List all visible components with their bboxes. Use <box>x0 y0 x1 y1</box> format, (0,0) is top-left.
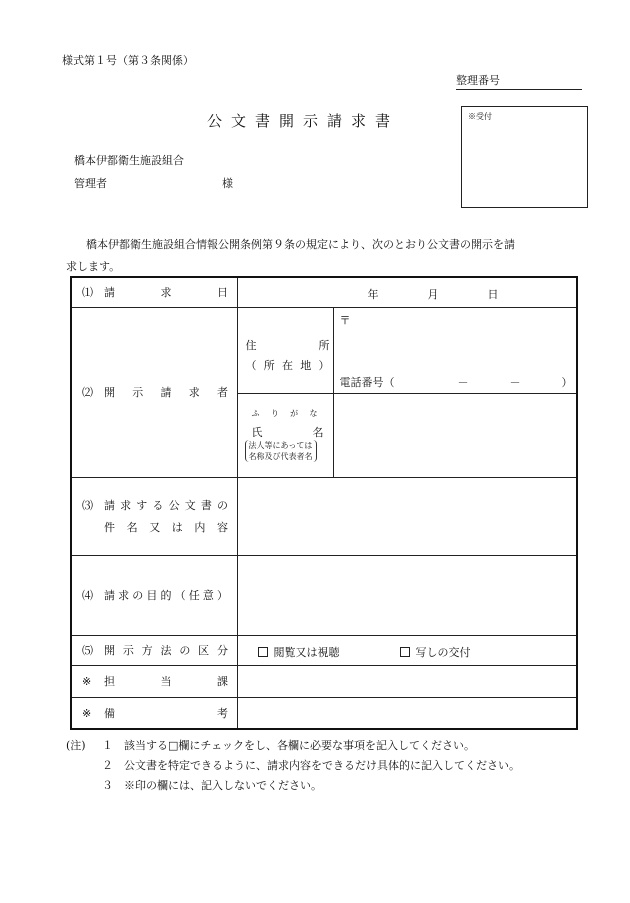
row5-number: ⑸ <box>82 644 93 657</box>
date-hi: 日 <box>487 288 499 301</box>
tel-close: ） <box>561 375 573 389</box>
address-label-cell <box>237 307 333 393</box>
hojin-note-line2: 名称及び代表者名 <box>248 451 313 461</box>
requester-label: 開示請求者 <box>104 386 228 399</box>
option-utsushi-label: 写しの交付 <box>415 645 471 659</box>
option-etsuran-label: 閲覧又は視聴 <box>273 645 340 659</box>
biko-label-cell <box>71 697 237 729</box>
purpose-label: 請求の目的（任意） <box>104 589 228 602</box>
checkbox-utsushi[interactable] <box>400 647 410 657</box>
row1-number: ⑴ <box>82 286 93 300</box>
intro-line1: 橋本伊都衛生施設組合情報公開条例第９条の規定により、次のとおり公文書の開示を請 <box>86 238 515 251</box>
uketsuke-box <box>461 106 588 208</box>
row-purpose <box>71 555 577 635</box>
row3-number: ⑶ <box>82 499 93 512</box>
address-sub-label: （所在地） <box>245 358 330 372</box>
document-content-field[interactable] <box>237 477 577 555</box>
addressee-line1: 橋本伊都衛生施設組合 <box>74 154 184 167</box>
form-number: 様式第１号（第３条関係） <box>62 54 194 67</box>
row-disclosure-method <box>71 635 577 665</box>
document-content-label-cell <box>71 477 237 555</box>
date-tsuki: 月 <box>427 288 439 301</box>
note-text: 該当する□欄にチェックをし、各欄に必要な事項を記入してください。 <box>124 739 476 752</box>
document-content-label1: 請求する公文書の <box>104 499 228 512</box>
address-label: 住所 <box>245 338 330 352</box>
intro-line2: 求します。 <box>66 260 121 273</box>
option-etsuran[interactable] <box>258 644 340 660</box>
hojin-note-line1: 法人等にあっては <box>248 440 313 450</box>
seiri-bango-label: 整理番号 <box>456 74 500 87</box>
date-nen: 年 <box>367 288 379 301</box>
purpose-label-cell <box>71 555 237 635</box>
request-date-label-cell <box>71 277 237 307</box>
row-requester-address <box>71 307 577 393</box>
note-text: ※印の欄には、記入しないでください。 <box>124 779 322 792</box>
disclosure-method-options <box>237 635 577 665</box>
tanto-ka-label: 担当課 <box>104 675 228 688</box>
row-request-date <box>71 277 577 307</box>
note-text: 公文書を特定できるように、請求内容をできるだけ具体的に記入してください。 <box>124 759 520 772</box>
purpose-field[interactable] <box>237 555 577 635</box>
row4-number: ⑷ <box>82 589 93 602</box>
note-number: １ <box>102 739 113 752</box>
seiri-bango-field[interactable] <box>456 72 582 90</box>
disclosure-method-label-cell <box>71 635 237 665</box>
tel-dash1: － <box>457 375 469 389</box>
addressee-line2: 管理者 <box>74 177 107 190</box>
tel-label: 電話番号（ <box>339 375 395 389</box>
disclosure-method-label: 開示方法の区分 <box>104 644 228 657</box>
biko-field <box>237 697 577 729</box>
requester-label-cell <box>71 307 237 477</box>
name-field[interactable] <box>333 393 577 477</box>
document-title: 公文書開示請求書 <box>207 112 400 130</box>
row2-number: ⑵ <box>82 386 93 399</box>
document-content-label2: 件名又は内容 <box>104 521 228 534</box>
postal-mark: 〒 <box>339 313 351 327</box>
biko-label: 備考 <box>104 706 228 720</box>
name-label: 氏名 <box>251 425 324 439</box>
uketsuke-label: ※受付 <box>468 112 492 121</box>
row6-mark: ※ <box>82 675 92 688</box>
note-number: ２ <box>102 759 113 772</box>
request-date-label: 請求日 <box>104 286 228 300</box>
hojin-note <box>245 440 317 462</box>
option-utsushi[interactable] <box>400 644 471 660</box>
name-label-cell <box>237 393 333 477</box>
row7-mark: ※ <box>82 706 92 720</box>
checkbox-etsuran[interactable] <box>258 647 268 657</box>
address-field[interactable] <box>333 307 577 393</box>
tel-dash2: － <box>509 375 521 389</box>
row-biko <box>71 697 577 729</box>
request-date-field[interactable] <box>237 277 577 307</box>
furigana-label: ふりがな <box>251 408 318 418</box>
tanto-ka-field <box>237 665 577 697</box>
request-form-table <box>70 276 578 730</box>
honorific-sama: 様 <box>222 177 233 190</box>
note-prefix: (注) <box>66 739 86 752</box>
note-number: ３ <box>102 779 113 792</box>
row-document-content <box>71 477 577 555</box>
tanto-ka-label-cell <box>71 665 237 697</box>
row-tanto-ka <box>71 665 577 697</box>
